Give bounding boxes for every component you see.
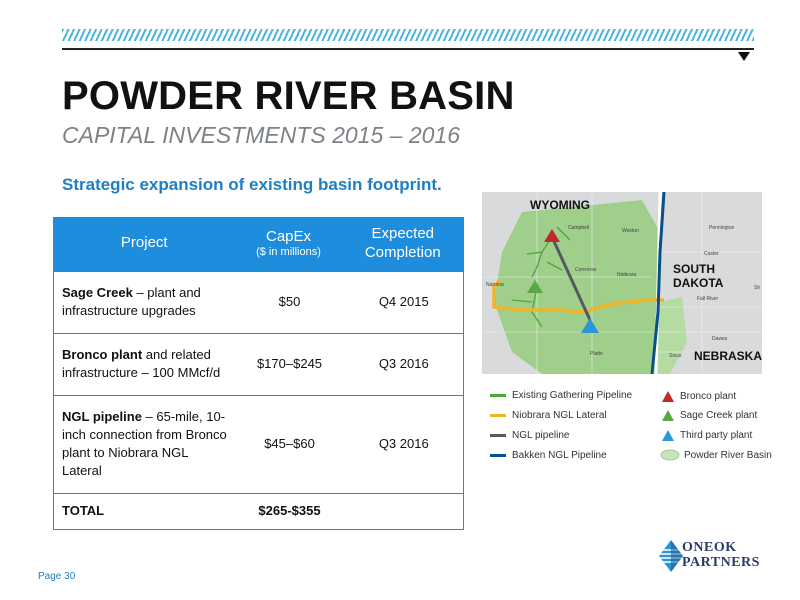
legend-gathering [490,390,632,401]
project-desc-b: infrastructure upgrades [62,303,196,318]
total-label: TOTAL [54,493,235,529]
capex-table [53,217,464,530]
tagline: Strategic expansion of existing basin footprint. [62,175,442,194]
project-desc-a: and related [142,346,211,362]
logo-line2: PARTNERS [682,555,760,570]
basin-ellipse-icon [660,448,680,462]
label-wyoming: WYOMING [530,198,590,212]
project-cell [54,333,235,395]
page-title: POWDER RIVER BASIN [62,74,515,118]
project-name: Bronco plant [62,346,143,362]
logo-text [682,540,760,570]
capex-cell: $45–$60 [235,395,343,493]
legend-gathering-label: Existing Gathering Pipeline [512,390,633,401]
total-completion [343,493,464,529]
niobrara-swatch [490,414,506,417]
label-nebraska: NEBRASKA [694,349,762,363]
page-subtitle: CAPITAL INVESTMENTS 2015 – 2016 [62,122,460,148]
legend-bakken-label: Bakken NGL Pipeline [512,450,607,461]
town-sioux: Sioux [669,353,682,359]
ngl-swatch [490,434,506,437]
logo-line1: ONEOK [682,540,737,555]
legend-bronco-label: Bronco plant [680,390,737,402]
legend-basin [660,448,772,462]
header-rule [62,48,754,50]
town-sh: Sh [754,285,761,291]
total-capex: $265-$355 [235,493,343,529]
header-completion [343,217,464,271]
legend-niobrara [490,410,607,421]
project-desc-a: – plant and [132,284,201,300]
third-party-triangle-icon [660,428,676,442]
town-natrona: Natrona [486,282,504,288]
legend-niobrara-label: Niobrara NGL Lateral [512,410,607,421]
capex-cell: $50 [235,271,343,333]
legend-ngl-label: NGL pipeline [512,430,570,441]
map-legend [490,388,770,468]
completion-cell: Q4 2015 [343,271,464,333]
town-platte: Platte [590,351,603,357]
project-desc-c: plant to Niobrara NGL Lateral [62,445,188,479]
header-capex [235,217,343,271]
header-project: Project [54,217,235,271]
header-completion-label: Completion [364,243,441,261]
legend-sage [660,408,757,422]
legend-sage-label: Sage Creek plant [680,409,758,421]
table-row [54,395,464,493]
legend-bronco [660,389,736,403]
bakken-swatch [490,454,506,457]
project-desc-b: inch connection from Bronco [62,426,227,442]
town-dawes: Dawes [712,336,728,342]
gathering-swatch [490,394,506,397]
table-row [54,271,464,333]
header-hatch-bar [62,29,754,41]
label-south: SOUTH [673,262,715,276]
legend-bakken [490,450,607,461]
bronco-triangle-icon [660,389,676,403]
town-custer: Custer [704,251,719,257]
basin-map [482,192,762,374]
completion-cell: Q3 2016 [343,333,464,395]
project-cell [54,271,235,333]
table-total-row [54,493,464,529]
legend-third-party-label: Third party plant [680,429,753,441]
project-desc-a: – 65-mile, 10- [141,408,226,424]
table-header-row [54,217,464,271]
page-number: Page 30 [38,571,76,582]
town-niobrara: Niobrara [617,272,637,278]
project-name: Sage Creek [62,284,133,300]
project-cell [54,395,235,493]
town-campbell: Campbell [568,225,590,231]
town-weston: Weston [622,228,639,234]
capex-cell: $170–$245 [235,333,343,395]
project-desc-b: infrastructure – 100 MMcf/d [62,365,221,380]
label-dakota: DAKOTA [673,276,724,290]
legend-third-party [660,428,752,442]
legend-basin-label: Powder River Basin [684,449,772,461]
project-name: NGL pipeline [62,408,142,424]
sage-triangle-icon [660,408,676,422]
header-expected-label: Expected [371,225,435,242]
town-converse: Converse [575,267,597,273]
header-capex-unit: ($ in millions) [256,246,321,259]
legend-ngl [490,430,569,441]
header-arrow-icon [738,52,750,61]
oneok-diamond-icon [657,538,685,574]
town-pennington: Pennington [709,225,735,231]
completion-cell: Q3 2016 [343,395,464,493]
table-row [54,333,464,395]
town-fall-river: Fall River [697,296,719,302]
header-capex-label: CapEx [265,227,312,245]
